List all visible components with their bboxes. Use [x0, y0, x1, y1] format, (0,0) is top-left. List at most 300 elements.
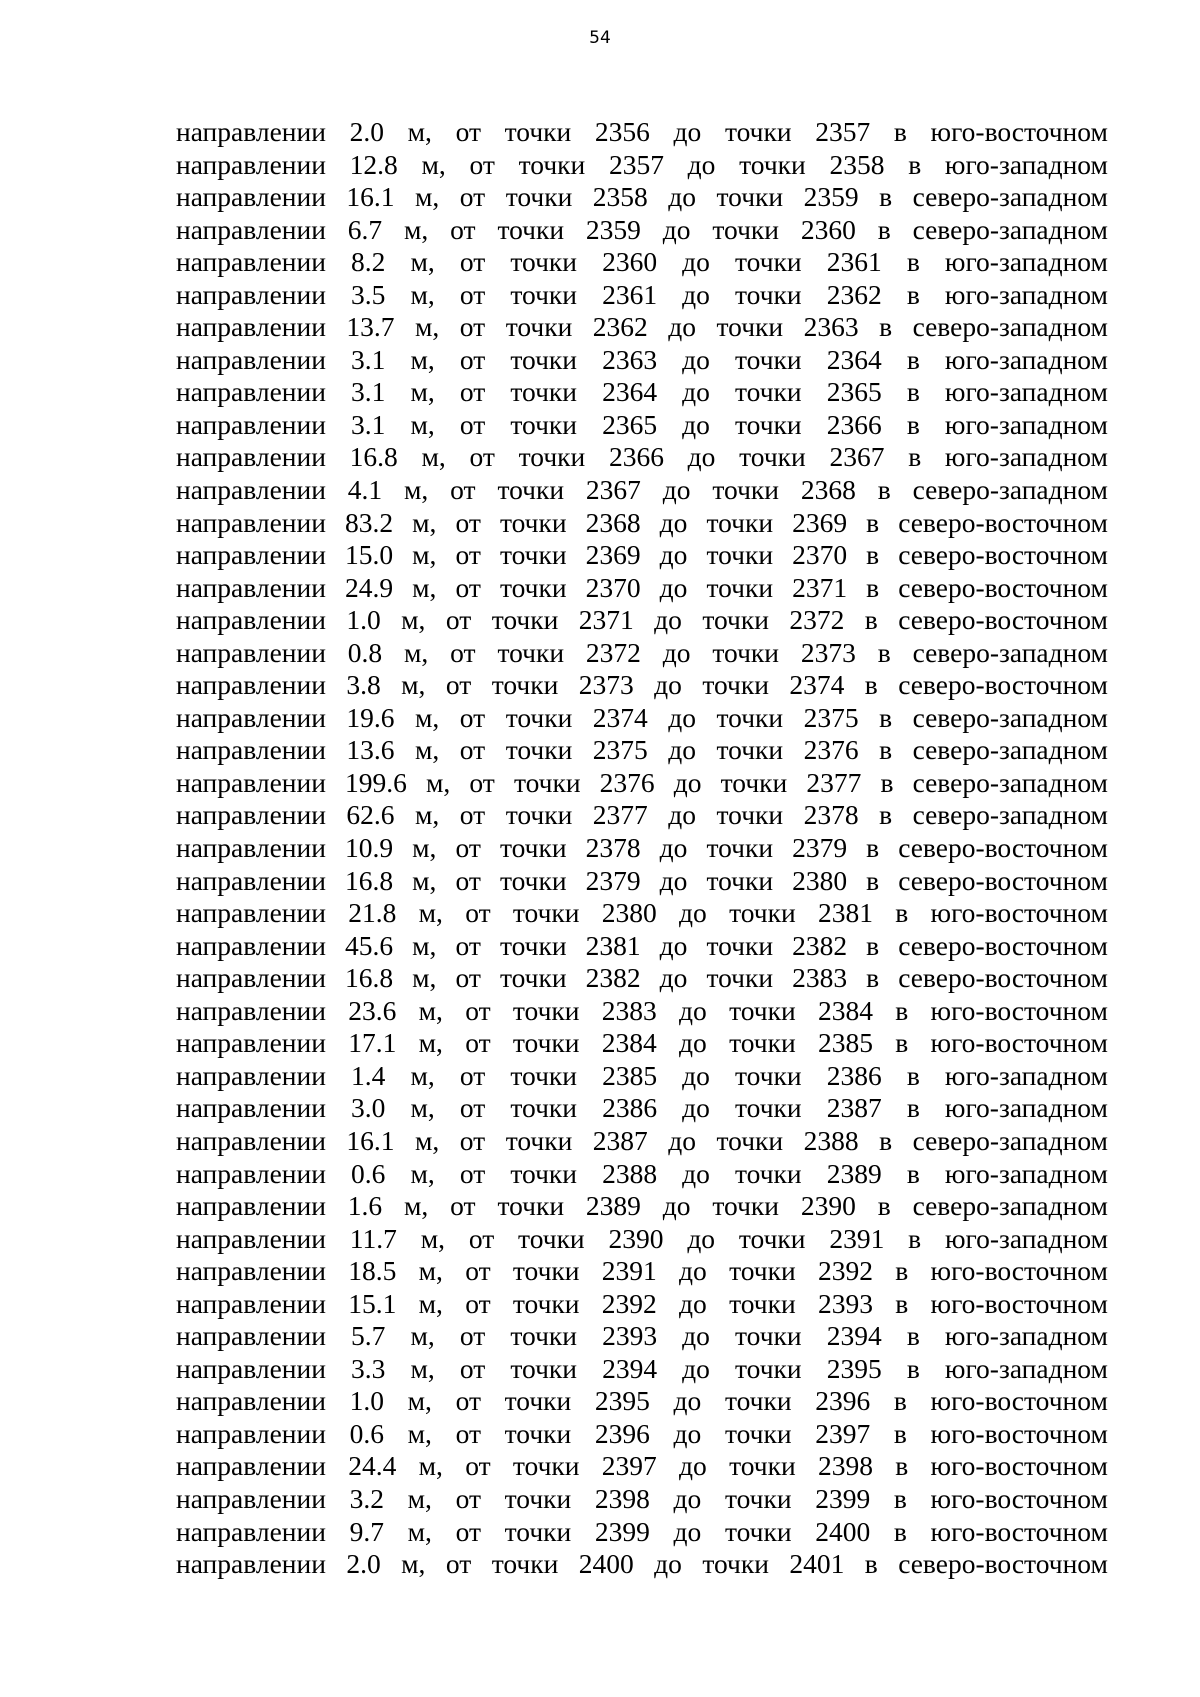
- text-line: [176, 897, 1108, 930]
- word: до: [668, 311, 697, 343]
- word: северо-восточном: [898, 832, 1108, 864]
- word: точки: [712, 636, 779, 668]
- word: северо-западном: [912, 1190, 1108, 1222]
- word: точки: [497, 213, 565, 245]
- word: 2364: [602, 376, 658, 408]
- word: 2362: [592, 311, 648, 343]
- word: до: [668, 181, 697, 213]
- word: точки: [512, 1450, 580, 1482]
- word: направлении: [176, 604, 326, 636]
- word: до: [682, 376, 710, 408]
- word: в: [908, 441, 922, 473]
- word: точки: [706, 832, 774, 864]
- word: 16.8: [344, 864, 394, 896]
- word: до: [682, 246, 710, 278]
- word: в: [906, 1157, 920, 1189]
- word: 3.0: [351, 1092, 386, 1124]
- word: точки: [504, 116, 572, 147]
- word: 2394: [826, 1320, 882, 1352]
- word: м,: [404, 636, 429, 668]
- word: в: [879, 1124, 893, 1156]
- word: северо-западном: [912, 766, 1108, 798]
- text-line: [176, 1548, 1108, 1581]
- word: 1.0: [346, 604, 381, 636]
- word: 2378: [803, 799, 859, 831]
- word: направлении: [176, 1548, 326, 1580]
- word: 2374: [592, 701, 648, 733]
- word: от: [455, 1385, 481, 1417]
- word: от: [459, 181, 486, 213]
- word: от: [465, 994, 491, 1026]
- word: 2393: [602, 1320, 658, 1352]
- word: направлении: [176, 636, 326, 668]
- word: точки: [505, 734, 573, 766]
- word: в: [908, 148, 922, 180]
- word: северо-восточном: [898, 669, 1108, 701]
- word: 2396: [594, 1417, 650, 1449]
- word: точки: [512, 897, 580, 929]
- word: до: [679, 1027, 707, 1059]
- word: 2390: [608, 1222, 664, 1254]
- word: точки: [724, 1417, 792, 1449]
- word: 3.1: [351, 343, 386, 375]
- word: точки: [510, 408, 577, 440]
- word: от: [465, 897, 491, 929]
- text-line: [176, 865, 1108, 898]
- word: точки: [505, 701, 573, 733]
- word: точки: [735, 376, 802, 408]
- word: 3.8: [346, 669, 381, 701]
- word: в: [906, 343, 920, 375]
- word: от: [445, 1548, 472, 1580]
- word: точки: [729, 994, 796, 1026]
- word: направлении: [176, 343, 326, 375]
- text-line: [176, 767, 1108, 800]
- text-line: [176, 637, 1108, 670]
- word: 16.8: [349, 441, 398, 473]
- text-line: [176, 572, 1108, 605]
- word: 2357: [815, 116, 871, 147]
- word: 0.6: [351, 1157, 386, 1189]
- text-line: [176, 214, 1108, 247]
- word: от: [450, 474, 476, 506]
- word: от: [465, 1255, 491, 1287]
- word: 2368: [585, 506, 641, 538]
- word: точки: [706, 929, 774, 961]
- word: м,: [410, 278, 435, 310]
- word: от: [468, 1222, 495, 1254]
- word: юго-восточном: [930, 1027, 1108, 1059]
- word: северо-западном: [912, 636, 1108, 668]
- text-line: [176, 1092, 1108, 1125]
- word: до: [682, 408, 710, 440]
- word: северо-восточном: [898, 929, 1108, 961]
- word: точки: [735, 408, 802, 440]
- text-line: [176, 409, 1108, 442]
- word: 2360: [800, 213, 856, 245]
- word: точки: [499, 929, 567, 961]
- word: 2387: [592, 1124, 648, 1156]
- word: от: [459, 408, 486, 440]
- word: м,: [418, 1287, 443, 1319]
- word: направлении: [176, 506, 326, 538]
- text-line: [176, 1516, 1108, 1549]
- word: точки: [702, 1548, 769, 1580]
- word: направлении: [176, 181, 326, 213]
- word: в: [879, 799, 893, 831]
- word: точки: [491, 604, 559, 636]
- word: до: [668, 734, 697, 766]
- word: юго-западном: [944, 376, 1108, 408]
- word: м,: [404, 1190, 429, 1222]
- word: точки: [735, 1320, 802, 1352]
- word: в: [877, 1190, 891, 1222]
- word: от: [459, 1157, 486, 1189]
- word: до: [673, 1482, 702, 1514]
- word: юго-восточном: [930, 994, 1108, 1026]
- text-line: [176, 669, 1108, 702]
- word: 2384: [817, 994, 873, 1026]
- word: до: [679, 994, 707, 1026]
- word: точки: [510, 1320, 577, 1352]
- word: направлении: [176, 148, 326, 180]
- word: м,: [412, 929, 437, 961]
- word: 2394: [602, 1352, 658, 1384]
- word: в: [908, 1222, 922, 1254]
- word: юго-западном: [944, 1059, 1108, 1091]
- word: от: [455, 116, 481, 147]
- word: от: [459, 734, 486, 766]
- word: в: [866, 539, 880, 571]
- word: в: [879, 734, 893, 766]
- word: 15.1: [348, 1287, 397, 1319]
- word: точки: [729, 1027, 796, 1059]
- word: 8.2: [351, 246, 386, 278]
- word: точки: [510, 1092, 577, 1124]
- word: 2385: [602, 1059, 658, 1091]
- word: м,: [418, 897, 443, 929]
- word: точки: [518, 1222, 585, 1254]
- word: 2366: [826, 408, 882, 440]
- word: от: [459, 376, 486, 408]
- word: 24.4: [348, 1450, 397, 1482]
- word: направлении: [176, 1320, 326, 1352]
- word: 2375: [592, 734, 648, 766]
- word: точки: [504, 1515, 572, 1547]
- word: от: [455, 506, 481, 538]
- word: точки: [735, 1157, 802, 1189]
- word: северо-восточном: [898, 962, 1108, 994]
- word: направлении: [176, 408, 326, 440]
- word: до: [668, 799, 697, 831]
- word: 2376: [803, 734, 859, 766]
- word: точки: [735, 246, 802, 278]
- word: м,: [412, 832, 437, 864]
- word: 2360: [602, 246, 658, 278]
- word: м,: [415, 1124, 440, 1156]
- word: в: [864, 604, 878, 636]
- word: м,: [407, 116, 432, 147]
- word: направлении: [176, 376, 326, 408]
- word: в: [864, 669, 878, 701]
- word: юго-восточном: [930, 1482, 1108, 1514]
- word: юго-западном: [944, 343, 1108, 375]
- word: 2398: [817, 1450, 873, 1482]
- word: направлении: [176, 278, 326, 310]
- word: 2370: [792, 539, 848, 571]
- word: точки: [510, 1059, 577, 1091]
- word: 2361: [602, 278, 658, 310]
- text-line: [176, 734, 1108, 767]
- word: до: [659, 571, 688, 603]
- text-line: [176, 604, 1108, 637]
- word: до: [673, 1515, 702, 1547]
- text-line: [176, 279, 1108, 312]
- word: в: [877, 474, 891, 506]
- word: м,: [418, 1255, 443, 1287]
- word: до: [662, 636, 691, 668]
- word: точки: [497, 1190, 565, 1222]
- word: 23.6: [348, 994, 397, 1026]
- text-line: [176, 702, 1108, 735]
- word: юго-восточном: [930, 1385, 1108, 1417]
- word: от: [469, 148, 495, 180]
- word: северо-восточном: [898, 604, 1108, 636]
- word: юго-западном: [944, 408, 1108, 440]
- word: в: [906, 1320, 920, 1352]
- word: точки: [518, 441, 586, 473]
- word: м,: [410, 1157, 435, 1189]
- word: точки: [716, 701, 784, 733]
- word: 2395: [594, 1385, 650, 1417]
- word: направлении: [176, 1385, 326, 1417]
- word: до: [659, 832, 688, 864]
- word: до: [682, 1092, 710, 1124]
- word: 2.0: [349, 116, 384, 147]
- word: 2386: [602, 1092, 658, 1124]
- word: точки: [505, 311, 573, 343]
- word: направлении: [176, 1157, 326, 1189]
- text-line: [176, 181, 1108, 214]
- word: северо-западном: [912, 734, 1108, 766]
- word: м,: [412, 506, 437, 538]
- word: северо-восточном: [898, 571, 1108, 603]
- word: в: [906, 1059, 920, 1091]
- word: 2372: [585, 636, 641, 668]
- word: направлении: [176, 962, 326, 994]
- word: м,: [410, 1352, 435, 1384]
- word: от: [469, 441, 495, 473]
- word: точки: [497, 474, 565, 506]
- word: в: [895, 1287, 909, 1319]
- word: м,: [401, 1548, 426, 1580]
- word: до: [682, 278, 710, 310]
- word: до: [679, 897, 707, 929]
- word: от: [455, 962, 481, 994]
- word: северо-западном: [912, 701, 1108, 733]
- word: юго-западном: [944, 1352, 1108, 1384]
- word: точки: [735, 278, 802, 310]
- word: направлении: [176, 864, 326, 896]
- word: юго-западном: [944, 1092, 1108, 1124]
- word: от: [459, 1059, 486, 1091]
- word: точки: [510, 343, 577, 375]
- word: северо-западном: [912, 311, 1108, 343]
- word: 2397: [815, 1417, 871, 1449]
- word: направлении: [176, 1450, 326, 1482]
- word: в: [906, 408, 920, 440]
- text-line: [176, 441, 1108, 474]
- word: до: [662, 1190, 691, 1222]
- word: м,: [412, 571, 437, 603]
- word: точки: [510, 1157, 577, 1189]
- word: направлении: [176, 1352, 326, 1384]
- word: 2371: [578, 604, 634, 636]
- word: в: [906, 1352, 920, 1384]
- word: в: [906, 278, 920, 310]
- word: 11.7: [349, 1222, 397, 1254]
- word: до: [659, 506, 688, 538]
- word: м,: [418, 1450, 443, 1482]
- word: точки: [739, 441, 806, 473]
- word: в: [906, 246, 920, 278]
- text-line: [176, 246, 1108, 279]
- word: от: [459, 1352, 486, 1384]
- word: м,: [418, 1027, 443, 1059]
- word: 2377: [592, 799, 648, 831]
- word: до: [679, 1255, 707, 1287]
- word: 0.8: [347, 636, 383, 668]
- word: 19.6: [346, 701, 395, 733]
- word: до: [668, 1124, 697, 1156]
- word: направлении: [176, 246, 326, 278]
- word: 2363: [602, 343, 658, 375]
- word: точки: [499, 962, 567, 994]
- word: 2401: [789, 1548, 845, 1580]
- word: точки: [712, 474, 779, 506]
- word: направлении: [176, 311, 326, 343]
- word: точки: [518, 148, 586, 180]
- word: в: [906, 376, 920, 408]
- word: точки: [706, 539, 774, 571]
- text-line: [176, 832, 1108, 865]
- word: 2374: [789, 669, 845, 701]
- word: 2356: [594, 116, 650, 147]
- word: 2359: [803, 181, 859, 213]
- word: 2363: [803, 311, 859, 343]
- text-line: [176, 376, 1108, 409]
- word: 21.8: [348, 897, 397, 929]
- text-line: [176, 539, 1108, 572]
- word: северо-восточном: [898, 506, 1108, 538]
- word: в: [866, 571, 880, 603]
- word: точки: [499, 832, 567, 864]
- word: 3.1: [351, 408, 386, 440]
- word: направлении: [176, 571, 326, 603]
- word: 2392: [601, 1287, 657, 1319]
- word: направлении: [176, 799, 326, 831]
- word: до: [687, 441, 716, 473]
- word: 2357: [608, 148, 664, 180]
- word: точки: [735, 1352, 802, 1384]
- word: 2.0: [346, 1548, 381, 1580]
- word: точки: [513, 766, 581, 798]
- word: направлении: [176, 474, 326, 506]
- word: точки: [702, 669, 769, 701]
- word: до: [679, 1287, 707, 1319]
- word: направлении: [176, 1190, 326, 1222]
- text-line: [176, 1255, 1108, 1288]
- word: в: [879, 181, 893, 213]
- word: 24.9: [344, 571, 394, 603]
- word: в: [866, 506, 880, 538]
- word: точки: [735, 1092, 802, 1124]
- word: точки: [735, 343, 802, 375]
- word: точки: [505, 1124, 573, 1156]
- word: направлении: [176, 1482, 326, 1514]
- text-line: [176, 1385, 1108, 1418]
- word: в: [879, 311, 893, 343]
- word: 2398: [594, 1482, 650, 1514]
- word: точки: [706, 506, 774, 538]
- word: от: [450, 1190, 476, 1222]
- word: м,: [410, 246, 435, 278]
- word: 5.7: [351, 1320, 386, 1352]
- word: северо-западном: [912, 213, 1108, 245]
- word: м,: [421, 148, 446, 180]
- word: 2397: [601, 1450, 657, 1482]
- word: 2392: [817, 1255, 873, 1287]
- word: м,: [415, 181, 440, 213]
- word: направлении: [176, 766, 326, 798]
- word: 2400: [578, 1548, 634, 1580]
- word: направлении: [176, 1515, 326, 1547]
- word: юго-западном: [944, 148, 1108, 180]
- word: 3.2: [349, 1482, 384, 1514]
- text-line: [176, 344, 1108, 377]
- word: точки: [720, 766, 788, 798]
- word: направлении: [176, 1124, 326, 1156]
- word: м,: [415, 799, 440, 831]
- word: от: [450, 213, 476, 245]
- word: от: [459, 278, 486, 310]
- word: 45.6: [344, 929, 394, 961]
- word: 9.7: [349, 1515, 384, 1547]
- word: от: [459, 701, 486, 733]
- word: направлении: [176, 441, 326, 473]
- word: точки: [729, 1450, 796, 1482]
- word: 2385: [817, 1027, 873, 1059]
- word: в: [866, 832, 880, 864]
- word: м,: [407, 1417, 432, 1449]
- word: 2386: [826, 1059, 882, 1091]
- word: 2389: [826, 1157, 882, 1189]
- word: точки: [504, 1385, 572, 1417]
- word: до: [682, 1059, 710, 1091]
- word: в: [906, 1092, 920, 1124]
- text-line: [176, 149, 1108, 182]
- word: м,: [410, 408, 435, 440]
- word: точки: [706, 962, 774, 994]
- word: точки: [512, 1027, 580, 1059]
- word: м,: [412, 962, 437, 994]
- word: 3.1: [351, 376, 386, 408]
- text-line: [176, 995, 1108, 1028]
- word: точки: [505, 181, 573, 213]
- word: точки: [497, 636, 565, 668]
- word: 2364: [826, 343, 882, 375]
- word: точки: [735, 1059, 802, 1091]
